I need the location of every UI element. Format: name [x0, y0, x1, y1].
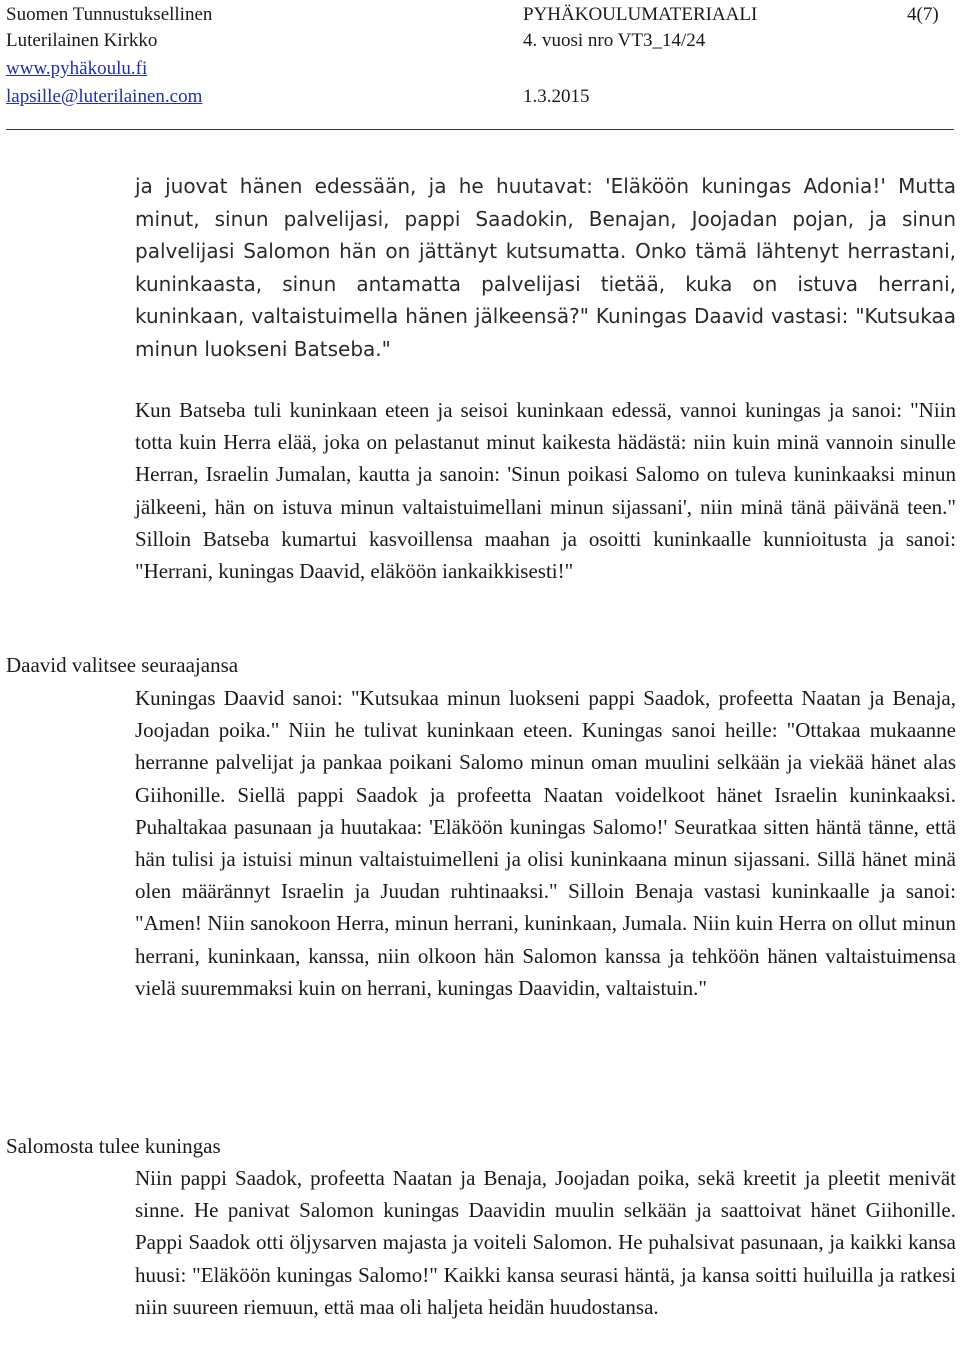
page-number: 4(7) — [907, 4, 939, 25]
body-paragraph-2: Kun Batseba tuli kuninkaan eteen ja seisoi kuninkaan edessä, vannoi kuningas ja sanoi: "Niin totta kuin Herra elää, joka on pelastanut minut kaikesta hädästä: niin kuin minä vannoin sinulle Herran, Israelin Jumalan, kautta ja sanoin: 'Sinun poikasi Salomo on tuleva kuninkaaksi minun jälkeeni, hän on istuva minun valtaistuimellani minun sijassani', niin minä tänä päivänä teen." Silloin Batseba kumartui kasvoillensa maahan ja osoitti kuninkaalle kunnioitusta ja sanoi: "Herrani, kuningas Daavid, eläköön iankaikkisesti!" — [135, 398, 956, 584]
document-title: PYHÄKOULUMATERIAALI — [523, 4, 758, 25]
website-link[interactable]: www.pyhäkoulu.fi — [6, 58, 148, 79]
section-heading-1: Daavid valitsee seuraajansa — [6, 653, 239, 677]
document-code: 4. vuosi nro VT3_14/24 — [523, 30, 706, 51]
section-heading-2: Salomosta tulee kuningas — [6, 1134, 221, 1158]
body-paragraph-3: Kuningas Daavid sanoi: "Kutsukaa minun luokseni pappi Saadok, profeetta Naatan ja Benaja, Joojadan poika." Niin he tulivat kuninkaan eteen. Kuningas sanoi heille: "Ottakaa mukaanne herranne palvelijat ja pankaa poikani Salomo minun oman muulini selkään ja viekää hänet alas Giihonille. Siellä pappi Saadok ja profeetta Naatan voidelkoot hänet Israelin kuninkaaksi. Puhaltakaa pasunaan ja huutakaa: 'Eläköön kuningas Salomo!' Seuratkaa sitten häntä tänne, että hän tulisi ja istuisi minun valtaistuimelleni ja olisi kuninkaana minun sijassani. Sillä hänet minä olen määrännyt Israelin ja Juudan ruhtinaaksi." Silloin Benaja vastasi kuninkaalle ja sanoi: "Amen! Niin sanokoon Herra, minun herrani, kuninkaan, Jumala. Niin kuin Herra on ollut minun herrani, kuninkaan, kanssa, niin olkoon hän Salomon kanssa ja tehköön hänen valtaistuimensa vielä suuremmaksi kuin on herrani, kuningas Daavidin, valtaistuin." — [135, 686, 956, 1000]
body-paragraph-4: Niin pappi Saadok, profeetta Naatan ja Benaja, Joojadan poika, sekä kreetit ja pleetit menivät sinne. He panivat Salomon kuningas Daavidin muulin selkään ja saattoivat hänet Giihonille. Pappi Saadok otti öljysarven majasta ja voiteli Salomon. He puhalsivat pasunaan, ja kaikki kansa huusi: "Eläköön kuningas Salomo!" Kaikki kansa seurasi häntä, ja kansa soitti huiluilla ja ratkesi niin suureen riemuun, että maa oli haljeta heidän huudostansa. — [135, 1166, 956, 1319]
page-header — [0, 0, 960, 110]
email-link[interactable]: lapsille@luterilainen.com — [6, 86, 203, 107]
header-divider — [6, 129, 954, 130]
org-name-line1: Suomen Tunnustuksellinen — [6, 4, 213, 25]
document-date: 1.3.2015 — [523, 86, 590, 107]
org-name-line2: Luterilainen Kirkko — [6, 30, 158, 51]
body-paragraph-1: ja juovat hänen edessään, ja he huutavat: 'Eläköön kuningas Adonia!' Mutta minut, sinun palvelijasi, pappi Saadokin, Benajan, Joojadan pojan, ja sinun palvelijasi Salomon hän on jättänyt kutsumatta. Onko tämä lähtenyt herrastani, kuninkaasta, sinun antamatta palvelijasi tietää, kuka on istuva herrani, kuninkaan, valtaistuimella hänen jälkeensä?" Kuningas Daavid vastasi: "Kutsukaa minun luokseni Batseba." — [135, 174, 956, 361]
